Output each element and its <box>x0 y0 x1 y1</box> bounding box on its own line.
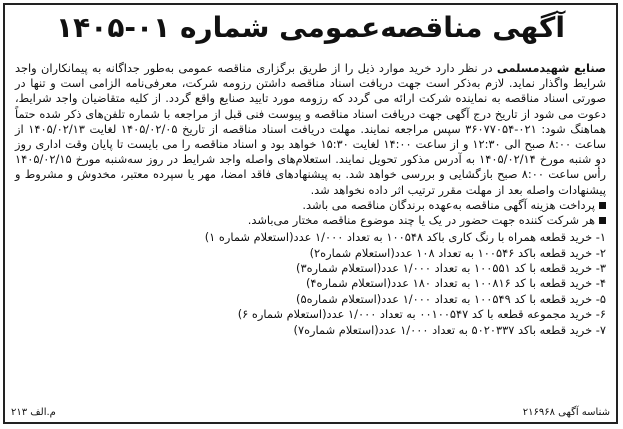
list-item: ۷- خرید قطعه باکد ۵۰۲۰۳۳۷ به تعداد ۱/۰۰۰ عدد(استعلام شماره۷) <box>293 322 606 337</box>
list-item: ۵- خرید قطعه با کد ۱۰۰۵۴۹ به تعداد ۱/۰۰۰ عدد(استعلام شماره۵) <box>296 291 606 306</box>
square-bullet-icon <box>599 202 606 209</box>
notice-footer <box>11 407 610 418</box>
ad-code: م.الف ۲۱۳ <box>11 407 56 418</box>
square-bullet-icon <box>599 217 606 224</box>
bullet-item: پرداخت هزینه آگهی مناقصه به‌عهده برندگان مناقصه می باشد. <box>15 198 606 213</box>
list-item: ۳- خرید قطعه با کد ۱۰۰۵۵۱ به تعداد ۱/۰۰۰ عدد(استعلام شماره۳) <box>296 261 606 276</box>
notice-paragraph <box>15 61 606 198</box>
notice-frame <box>3 3 618 424</box>
list-item: ۲- خرید قطعه باکد ۱۰۰۵۴۶ به تعداد ۱۰۸ عدد(استعلام شماره۲) <box>309 245 606 260</box>
list-item: ۶- خرید مجموعه قطعه با کد ۰۰۱۰۰۵۴۷ به تعداد ۱/۰۰۰ عدد(استعلام شماره ۶) <box>237 307 606 322</box>
list-item: ۴- خرید قطعه با کد ۱۰۰۸۱۶ به تعداد ۱۸۰ عدد(استعلام شماره۴) <box>305 276 606 291</box>
notice-body <box>15 61 606 338</box>
bullet-item: هر شرکت کننده جهت حضور در یک یا چند موضوع مناقصه مختار می‌باشد. <box>15 213 606 228</box>
tender-items-list <box>15 230 606 338</box>
list-item: ۱- خرید قطعه همراه با رنگ کاری باکد ۱۰۰۵۴۸ به تعداد ۱/۰۰۰ عدد(استعلام شماره ۱) <box>204 230 606 245</box>
paragraph-text: در نظر دارد خرید موارد ذیل را از طریق برگزاری مناقصه عمومی به‌طور جداگانه به پیمانکاران واجد شرایط واگذار نماید. لازم به‌ذکر است جهت دریافت اسناد مناقصه داشتن رزومه شرکت، معرفی‌نامه الزامی است و تنها در صورتی اسناد مناقصه به نماینده شرکت ارائه می گردد که رزومه مورد تایید صنایع واقع گردد. از کلیه متقاضیان واجد شرایط، دعوت می شود از تاریخ درج آگهی جهت دریافت اسناد مناقصه و پیوست فنی قبل از مراجعه با شماره تلفن‌های ذکر شده حتماً هماهنگ شود: ۰۲۱-۳۶۰۷۷۰۵۴ سپس مراجعه نمایند. مهلت دریافت اسناد مناقصه از تاریخ ۱۴۰۵/۰۲/۰۵ لغایت ۱۴۰۵/۰۲/۱۳ از ساعت ۸:۰۰ صبح الی ۱۲:۳۰ و از ساعت ۱۴:۰۰ لغایت ۱۵:۳۰ خواهد بود و اسناد مناقصه را می بایست تا پایان وقت اداری روز دو شنبه مورخ ۱۴۰۵/۰۲/۱۴ به آدرس مذکور تحویل نمایند. استعلام‌های واصله واجد شرایط در روز سه‌شنبه مورخ ۱۴۰۵/۰۲/۱۵ رأس ساعت ۸:۰۰ صبح بازگشایی و بررسی خواهد شد. به پیشنهادهای فاقد امضا، مهر یا سپرده معتبر، مخدوش و مشروط و پیشنهادات واصله بعد از مهلت مقرر ترتیب اثر داده نخواهد شد. <box>15 61 606 197</box>
ad-id: شناسه آگهی ۲۱۶۹۶۸ <box>522 407 610 418</box>
notice-title: آگهی مناقصه‌عمومی شماره ۰۱-۱۴۰۵ <box>56 11 565 44</box>
company-name: صنایع شهیدمسلمی <box>496 61 606 75</box>
